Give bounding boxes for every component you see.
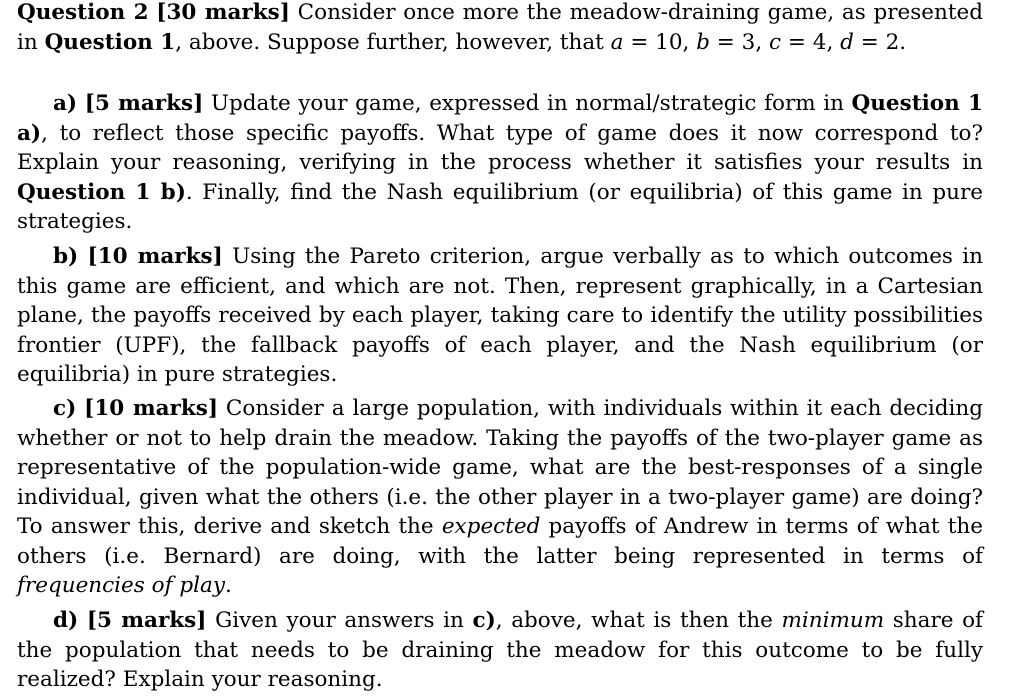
intro-text-1: Consider once more the meadow-draining game, as presented in bbox=[17, 0, 983, 55]
part-d-text-3: share of the population that needs to be draining the meadow for this outcome to be fully realized? Explain your reasoning. bbox=[17, 608, 983, 692]
question-marks: [30 marks] bbox=[156, 0, 290, 25]
part-c-text-3: . bbox=[225, 573, 232, 598]
part-c-emphasis-expected: expected bbox=[441, 514, 541, 539]
param-a: a = 10 bbox=[610, 29, 683, 55]
part-a-text-3: . Finally, find the Nash equilibrium (or equilibria) of this game in pure strategies. bbox=[17, 179, 983, 234]
part-a-label: a) bbox=[53, 91, 78, 116]
part-d-label: d) bbox=[53, 608, 79, 633]
part-d-text-2: , above, what is then the bbox=[495, 608, 773, 633]
part-b bbox=[17, 242, 983, 390]
part-a-text-1: Update your game, expressed in normal/strategic form in bbox=[210, 91, 844, 116]
part-d-emphasis-minimum: minimum bbox=[781, 608, 885, 633]
part-b-label: b) bbox=[53, 244, 79, 269]
part-a-text-2: , to reflect those specific payoffs. What type of game does it now correspond to? Explain your reasoning, verifying in the process whether it satisfies your results in bbox=[17, 120, 983, 175]
question-1-reference: Question 1 bbox=[44, 29, 176, 55]
part-c-text-2: payoffs of Andrew in terms of what the others (i.e. Bernard) are doing, with the latter being represented in terms of bbox=[17, 514, 983, 569]
part-b-text: Using the Pareto criterion, argue verbally as to which outcomes in this game are efficient, and which are not. Then, represent graphically, in a Cartesian plane, the payoffs received by each player, taking care to identify the utility possibilities frontier (UPF), the fallback payoffs of each player, and the Nash equilibrium (or equilibria) in pure strategies. bbox=[17, 244, 983, 387]
part-a-ref-2: Question 1 b) bbox=[17, 179, 186, 205]
param-b: b = 3 bbox=[696, 29, 756, 55]
part-d bbox=[17, 606, 983, 695]
question-intro: Question 2 [30 marks] Consider once more the meadow-draining game, as presented in Question 1, above. Suppose further, however, that a = 10, b = 3, c = 4, d = 2. bbox=[17, 0, 983, 55]
part-a bbox=[17, 89, 983, 237]
part-c-marks: [10 marks] bbox=[84, 396, 219, 421]
part-d-ref-1: c) bbox=[472, 608, 496, 633]
part-c-label: c) bbox=[53, 396, 77, 421]
intro-text-2: , above. Suppose further, however, that bbox=[175, 29, 604, 55]
part-a-ref-1: Question 1 a) bbox=[17, 91, 983, 146]
question-title: Question 2 bbox=[17, 0, 149, 25]
part-c bbox=[17, 394, 983, 601]
param-d: d = 2 bbox=[840, 29, 900, 55]
part-d-marks: [5 marks] bbox=[86, 608, 207, 633]
part-a-marks: [5 marks] bbox=[84, 91, 204, 116]
part-d-text-1: Given your answers in bbox=[215, 608, 464, 633]
part-b-marks: [10 marks] bbox=[87, 244, 223, 269]
part-c-emphasis-frequencies: frequencies of play bbox=[17, 573, 225, 598]
param-c: c = 4 bbox=[769, 29, 827, 55]
part-c-text-1: Consider a large population, with individuals within it each deciding whether or not to help drain the meadow. Taking the payoffs of the two-player game as representative of the population-wide game, what are the best-responses of a single individual, given what the others (i.e. the other player in a two-player game) are doing? To answer this, derive and sketch the bbox=[17, 396, 983, 539]
